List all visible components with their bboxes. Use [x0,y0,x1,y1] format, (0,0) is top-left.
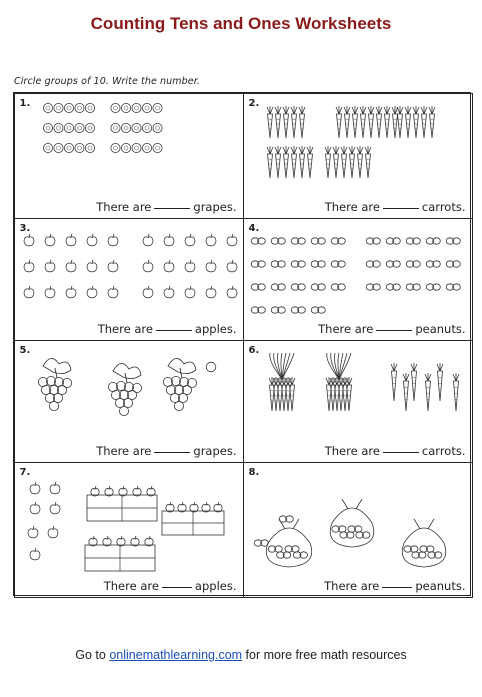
answer-sentence: There are grapes. [96,199,237,214]
answer-blank[interactable] [156,330,192,331]
problem-3 [14,218,244,341]
carrot-icon [244,94,473,194]
answer-blank[interactable] [383,452,419,453]
peanut-bag-icon [244,463,473,573]
problem-6 [243,340,473,463]
problem-5 [14,340,244,463]
problem-number: 1. [19,97,31,109]
apple-crate-icon [15,463,244,573]
problem-number: 3. [19,222,31,234]
answer-sentence: There are carrots. [324,443,466,458]
problem-grid [13,92,471,596]
instructions: Circle groups of 10. Write the number. [14,76,200,87]
grape-icon [15,94,244,194]
problem-number: 6. [248,344,260,356]
answer-sentence: There are peanuts. [318,321,466,336]
carrot-bunch-icon [244,341,473,441]
problem-1 [14,93,244,219]
website-link[interactable]: onlinemathlearning.com [109,648,243,662]
answer-sentence: There are peanuts. [324,578,466,593]
problem-7 [14,462,244,598]
problem-number: 2. [248,97,260,109]
answer-blank[interactable] [383,208,419,209]
peanut-icon [244,219,473,319]
problem-2 [243,93,473,219]
apple-icon [15,219,244,319]
problem-number: 7. [19,466,31,478]
answer-sentence: There are grapes. [96,443,237,458]
problem-number: 4. [248,222,260,234]
worksheet-title: Counting Tens and Ones Worksheets [90,14,392,33]
grape-bunch-icon [15,341,244,441]
answer-blank[interactable] [162,587,192,588]
problem-number: 5. [19,344,31,356]
answer-sentence: There are carrots. [324,199,466,214]
footer: Go to onlinemathlearning.com for more free math resources [75,648,407,662]
problem-8 [243,462,473,598]
answer-blank[interactable] [382,587,412,588]
answer-blank[interactable] [376,330,412,331]
answer-blank[interactable] [154,208,190,209]
answer-sentence: There are apples. [97,321,237,336]
answer-blank[interactable] [154,452,190,453]
problem-number: 8. [248,466,260,478]
problem-4 [243,218,473,341]
answer-sentence: There are apples. [103,578,237,593]
